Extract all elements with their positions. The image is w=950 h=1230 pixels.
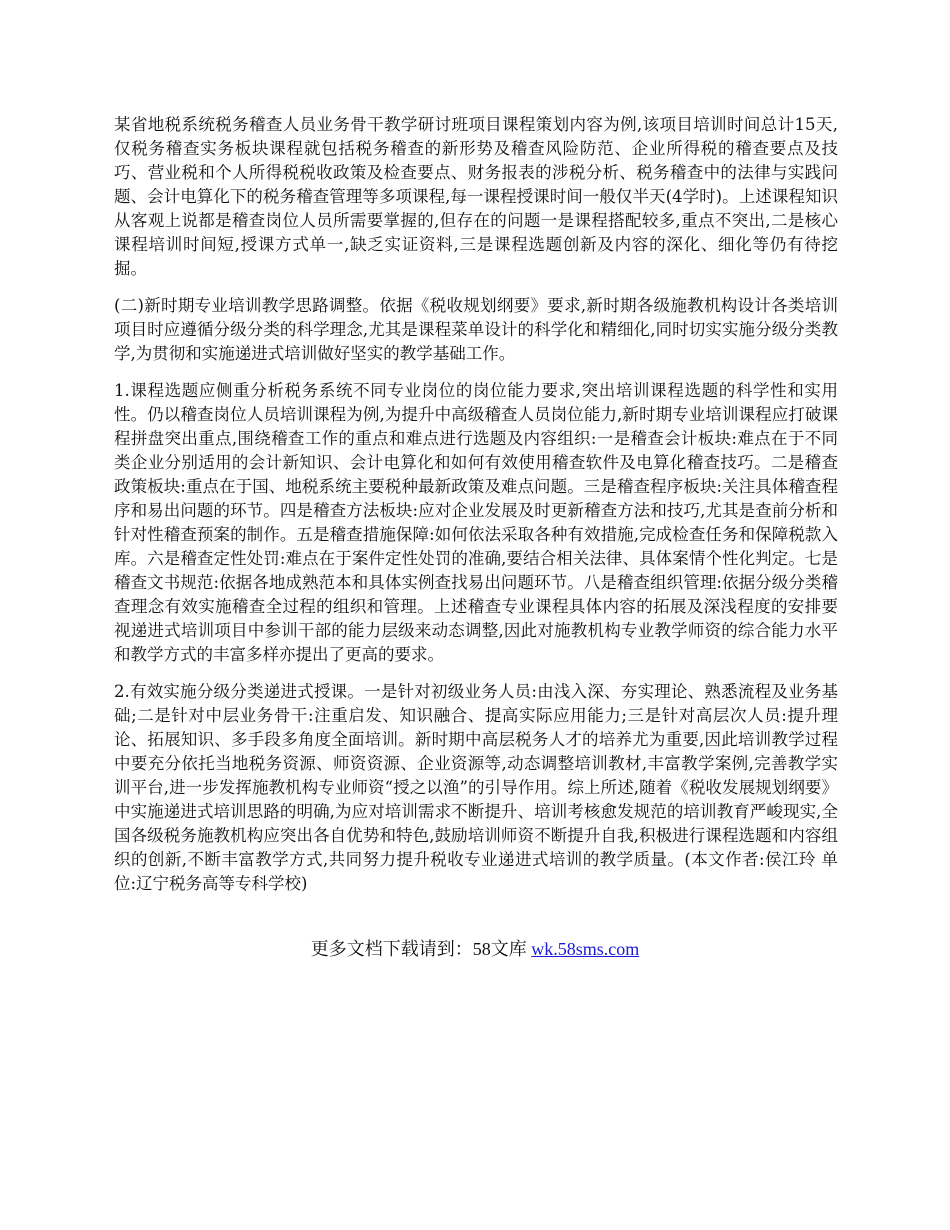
paragraph-course-topics: 1.课程选题应侧重分析税务系统不同专业岗位的岗位能力要求,突出培训课程选题的科学性和实用性。仍以稽查岗位人员培训课程为例,为提升中高级稽查人员岗位能力,新时期专业培训课程应打破课程拼盘突出重点,围绕稽查工作的重点和难点进行选题及内容组织:一是稽查会计板块:难点在于不同类企业分别适用的会计新知识、会计电算化和如何有效使用稽查软件及电算化稽查技巧。二是稽查政策板块:重点在于国、地税系统主要税种最新政策及难点问题。三是稽查程序板块:关注具体稽查程序和易出问题的环节。四是稽查方法板块:应对企业发展及时更新稽查方法和技巧,尤其是查前分析和针对性稽查预案的制作。五是稽查措施保障:如何依法采取各种有效措施,完成检查任务和保障税款入库。六是稽查定性处罚:难点在于案件定性处罚的准确,要结合相关法律、具体案情个性化判定。七是稽查文书规范:依据各地成熟范本和具体实例查找易出问题环节。八是稽查组织管理:依据分级分类稽查理念有效实施稽查全过程的组织和管理。上述稽查专业课程具体内容的拓展及深浅程度的安排要视递进式培训项目中参训干部的能力层级来动态调整,因此对施教机构专业教学师资的综合能力水平和教学方式的丰富多样亦提出了更高的要求。 bbox=[114, 381, 838, 664]
paragraph-teaching-adjustment: (二)新时期专业培训教学思路调整。依据《税收规划纲要》要求,新时期各级施教机构设计各类培训项目时应遵循分级分类的科学理念,尤其是课程菜单设计的科学化和精细化,同时切实实施分级分类教学,为贯彻和实施递进式培训做好坚实的教学基础工作。 bbox=[114, 296, 838, 363]
paragraph-course-example: 某省地税系统税务稽查人员业务骨干教学研讨班项目课程策划内容为例,该项目培训时间总计15天,仅税务稽查实务板块课程就包括税务稽查的新形势及稽查风险防范、企业所得税的稽查要点及技巧、营业税和个人所得税税收政策及检查要点、财务报表的涉税分析、税务稽查中的法律与实践问题、会计电算化下的税务稽查管理等多项课程,每一课程授课时间一般仅半天(4学时)。上述课程知识从客观上说都是稽查岗位人员所需要掌握的,但存在的问题一是课程搭配较多,重点不突出,二是核心课程培训时间短,授课方式单一,缺乏实证资料,三是课程选题创新及内容的深化、细化等仍有待挖掘。 bbox=[114, 115, 838, 278]
footer-prefix-text: 更多文档下载请到：58文库 bbox=[310, 939, 532, 959]
footer-download-link[interactable]: wk.58sms.com bbox=[531, 939, 640, 959]
document-body bbox=[114, 113, 838, 909]
paragraph-graded-teaching: 2.有效实施分级分类递进式授课。一是针对初级业务人员:由浅入深、夯实理论、熟悉流程及业务基础;二是针对中层业务骨干:注重启发、知识融合、提高实际应用能力;三是针对高层次人员:提升理论、拓展知识、多手段多角度全面培训。新时期中高层税务人才的培养尤为重要,因此培训教学过程中要充分依托当地税务资源、师资资源、企业资源等,动态调整培训教材,丰富教学案例,完善教学实训平台,进一步发挥施教机构专业师资“授之以渔”的引导作用。综上所述,随着《税收发展规划纲要》中实施递进式培训思路的明确,为应对培训需求不断提升、培训考核愈发规范的培训教育严峻现实,全国各级税务施教机构应突出各自优势和特色,鼓励培训师资不断提升自我,积极进行课程选题和内容组织的创新,不断丰富教学方式,共同努力提升税收专业递进式培训的教学质量。(本文作者:侯江玲 单位:辽宁税务高等专科学校) bbox=[114, 682, 838, 893]
download-footer bbox=[0, 937, 950, 961]
